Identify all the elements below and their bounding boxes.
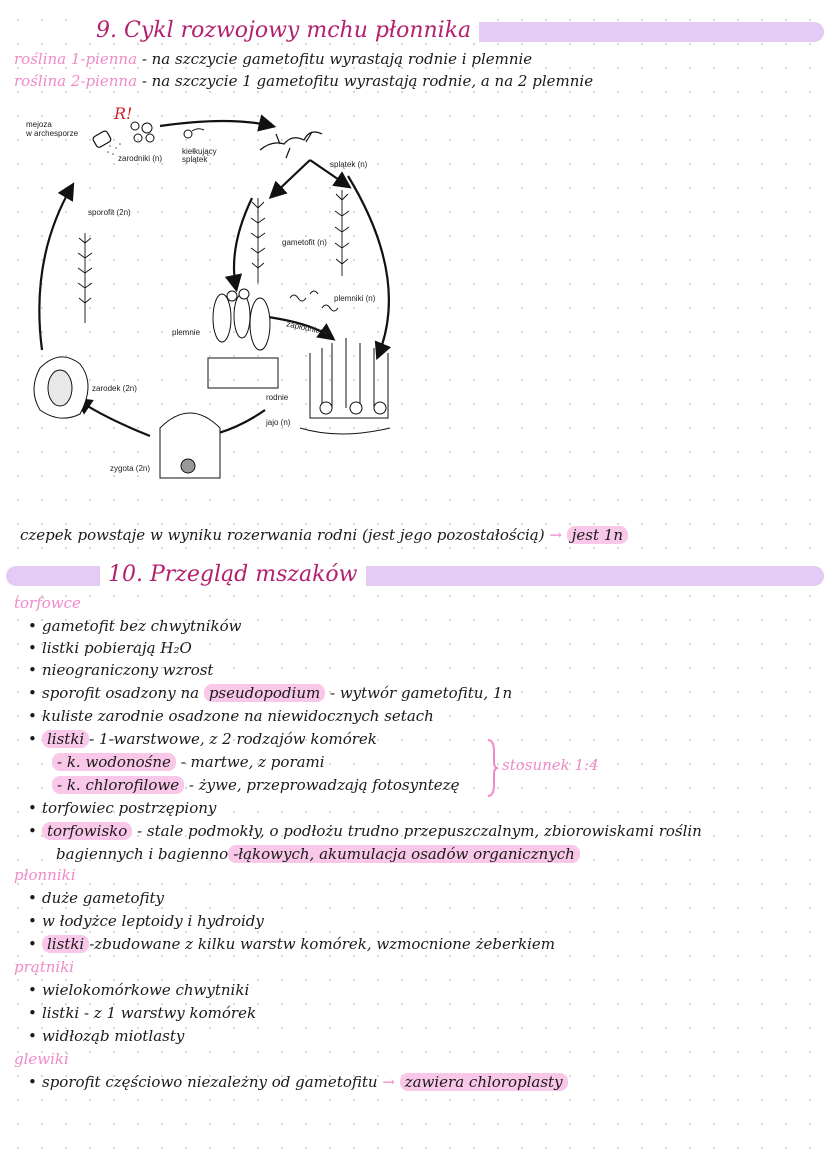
glewiki-item: • sporofit częściowo niezależny od gametofitu → zawiera chloroplasty <box>28 1073 568 1091</box>
pseudopodium-highlight: pseudopodium <box>204 684 325 702</box>
r-mark: R! <box>114 104 133 123</box>
section9-line1 <box>14 50 532 68</box>
moss-life-cycle-diagram <box>10 98 420 484</box>
label-zarodniki: zarodniki (n) <box>118 154 163 163</box>
torfowce-sub-wodonosne: - k. wodonośne - martwe, z porami <box>52 753 325 771</box>
label-zaplodnienie: zapłodnienie <box>285 319 332 338</box>
line1-text: - na szczycie gametofitu wyrastają rodnie i plemnie <box>141 50 533 68</box>
glewiki-header: glewiki <box>14 1050 69 1068</box>
label-plemnie: plemnie <box>172 328 201 337</box>
torfowce-sub-chlorofilowe: - k. chlorofilowe - żywe, przeprowadzają fotosyntezę <box>52 776 459 794</box>
note-arrow: → <box>549 526 562 544</box>
section9-line2 <box>14 72 593 90</box>
line2-label: roślina 2-pienna <box>14 72 138 90</box>
label-sporofit: sporofit (2n) <box>88 208 131 217</box>
torfowce-listki: • listki - 1-warstwowe, z 2 rodzajów komórek <box>28 730 377 748</box>
section9-title: 9. Cykl rozwojowy mchu płonnika <box>88 18 479 43</box>
label-splatek: splątek (n) <box>330 160 368 169</box>
torfowisko-line2: bagiennych i bagienno -łąkowych, akumulacja osadów organicznych <box>56 845 580 863</box>
torfowce-item-3: • nieograniczony wzrost <box>28 661 214 679</box>
label-gametofit: gametofit (n) <box>282 238 327 247</box>
plonniki-item-1: • duże gametofity <box>28 889 165 907</box>
plonniki-listki: • listki -zbudowane z kilku warstw komórek, wzmocnione żeberkiem <box>28 935 555 953</box>
czepek-note <box>20 526 628 544</box>
note-text: czepek powstaje w wyniku rozerwania rodni (jest jego pozostałością) <box>20 526 545 544</box>
prozniki-item-3: • widłoząb miotlasty <box>28 1027 185 1045</box>
torfowce-postrzepiony: • torfowiec postrzępiony <box>28 799 217 817</box>
prozniki-item-2: • listki - z 1 warstwy komórek <box>28 1004 257 1022</box>
line2-text: - na szczycie 1 gametofitu wyrastają rodnie, a na 2 plemnie <box>141 72 594 90</box>
label-jajo: jajo (n) <box>266 418 291 427</box>
torfowisko-line1: • torfowisko - stale podmokły, o podłożu trudno przepuszczalnym, zbiorowiskami roślin <box>28 822 702 840</box>
torfowce-sporofit: • sporofit osadzony na pseudopodium - wytwór gametofitu, 1n <box>28 684 513 702</box>
chloroplasty-highlight: zawiera chloroplasty <box>400 1073 568 1091</box>
line1-label: roślina 1-pienna <box>14 50 138 68</box>
ratio-brace <box>484 738 498 798</box>
label-zarodek: zarodek (2n) <box>92 384 137 393</box>
prozniki-header: prątniki <box>14 958 75 976</box>
label-mejoza: mejoza <box>26 120 52 129</box>
torfowce-item-2: • listki pobierają H₂O <box>28 639 192 657</box>
ratio-label: stosunek 1:4 <box>502 756 599 774</box>
label-kielkujacy: kiełkujący <box>182 147 217 156</box>
label-plemniki: plemniki (n) <box>334 294 376 303</box>
torfowce-kuliste: • kuliste zarodnie osadzone na niewidocznych setach <box>28 707 434 725</box>
label-archesporze: w archesporze <box>26 129 79 138</box>
torfowce-item-1: • gametofit bez chwytników <box>28 617 242 635</box>
torfowce-header: torfowce <box>14 594 81 612</box>
label-zygota: zygota (2n) <box>110 464 151 473</box>
prozniki-item-1: • wielokomórkowe chwytniki <box>28 981 250 999</box>
plonniki-header: płonniki <box>14 866 76 884</box>
label-splatek-small: splątek <box>182 155 208 164</box>
note-result: jest 1n <box>567 526 628 544</box>
plonniki-item-2: • w łodyżce leptoidy i hydroidy <box>28 912 264 930</box>
label-rodnie: rodnie <box>266 393 289 402</box>
section10-title: 10. Przegląd mszaków <box>100 562 366 587</box>
